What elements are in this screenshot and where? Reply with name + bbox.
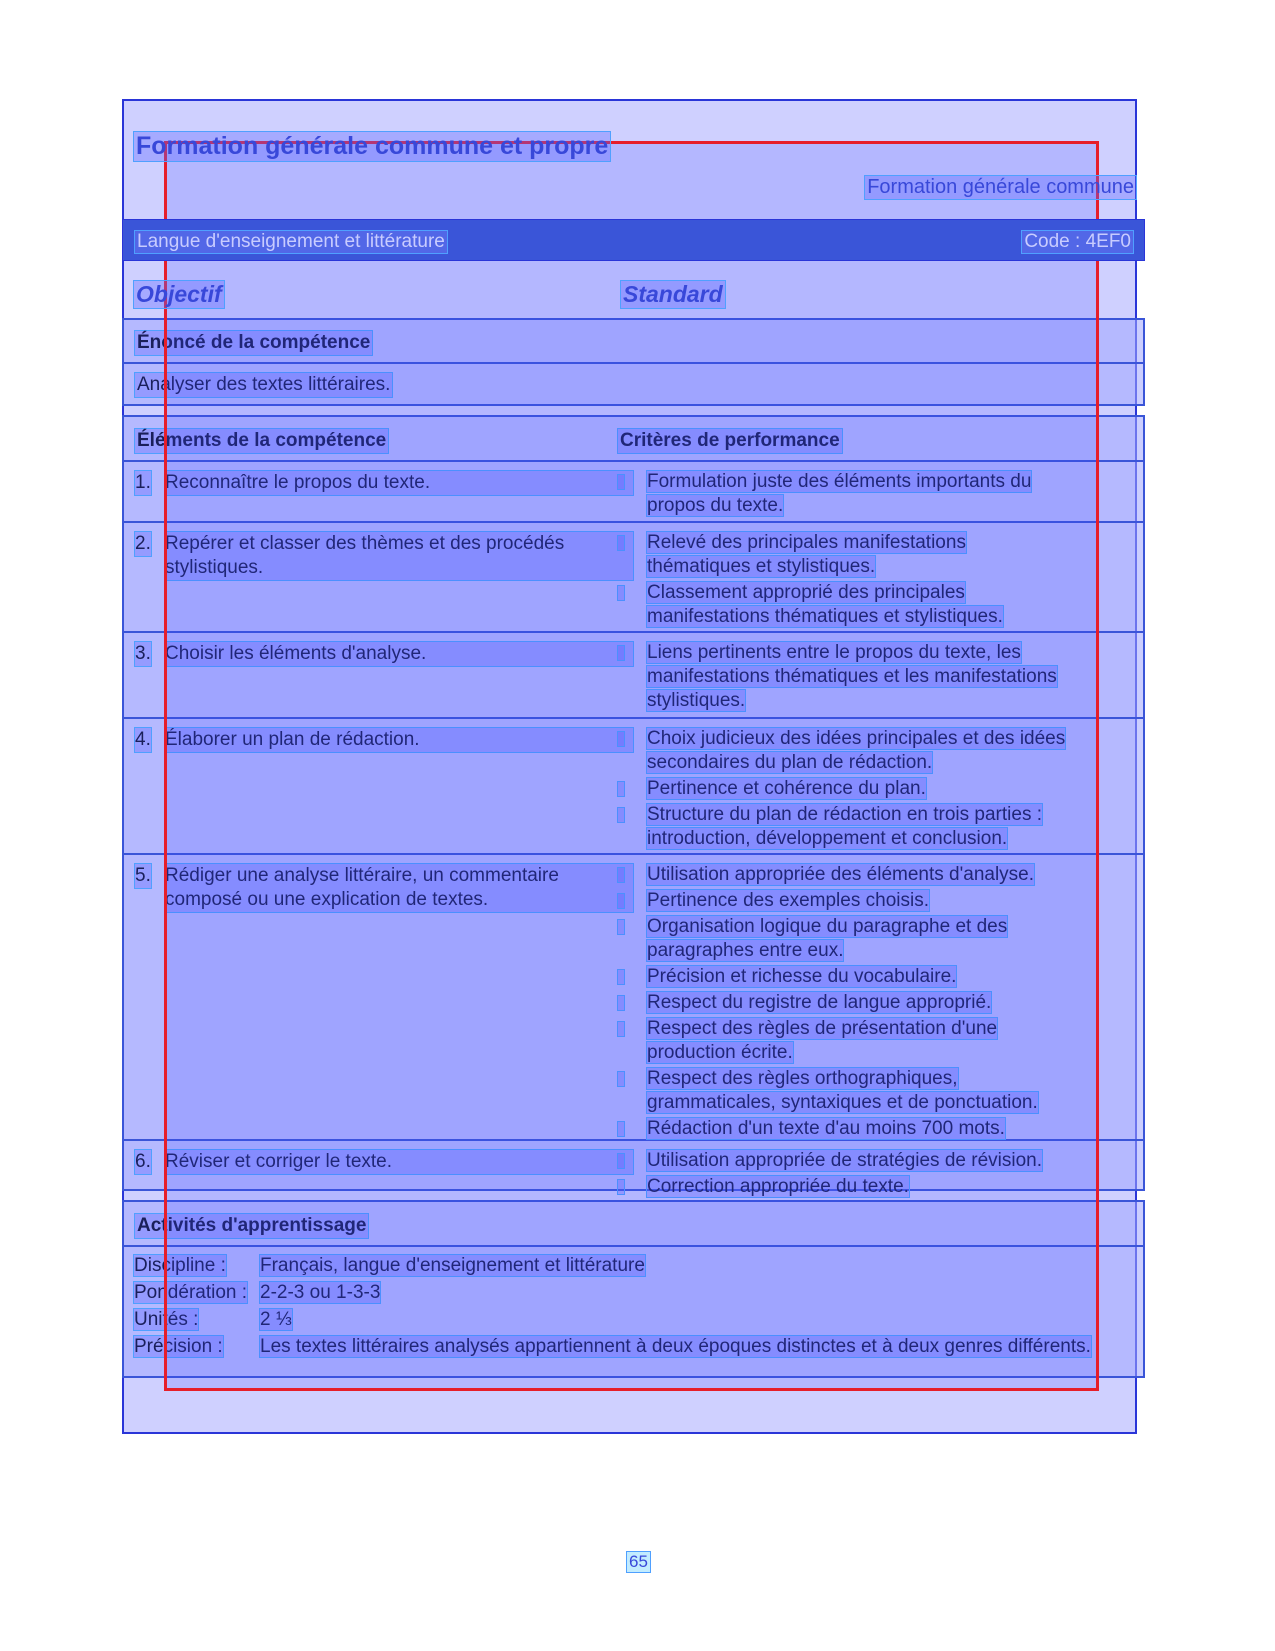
criterion-item: Liens pertinents entre le propos du texte, les manifestations thématiques et les manifestations stylistiques. (617, 641, 1067, 713)
bullet-icon (617, 731, 625, 747)
criterion-item: Pertinence des exemples choisis. (617, 889, 1067, 913)
criterion-item: Structure du plan de rédaction en trois parties : introduction, développement et conclusion. (617, 803, 1067, 851)
element-row-4 (124, 719, 1143, 855)
element-text: Élaborer un plan de rédaction. (164, 727, 634, 753)
element-number: 1. (134, 470, 152, 496)
criterion-item: Relevé des principales manifestations thématiques et stylistiques. (617, 531, 1067, 579)
bullet-icon (617, 645, 625, 661)
activity-key: Unités : (134, 1309, 199, 1330)
elements-box (122, 415, 1145, 1197)
criterion-item: Classement approprié des principales manifestations thématiques et stylistiques. (617, 581, 1067, 629)
activities-box (122, 1200, 1145, 1378)
element-row-5 (124, 855, 1143, 1141)
criteria-list (617, 727, 1067, 853)
criterion-item: Formulation juste des éléments importants du propos du texte. (617, 470, 1067, 518)
competence-text: Analyser des textes littéraires. (134, 372, 393, 398)
activity-value: Français, langue d'enseignement et littérature (260, 1255, 645, 1276)
bullet-icon (617, 919, 625, 935)
element-row-2 (124, 523, 1143, 633)
bullet-icon (617, 1121, 625, 1137)
elements-heading: Éléments de la compétence (134, 428, 389, 454)
criterion-item: Rédaction d'un texte d'au moins 700 mots. (617, 1117, 1067, 1141)
criteria-list (617, 470, 1067, 520)
page-number: 65 (626, 1551, 651, 1573)
activity-value: Les textes littéraires analysés appartiennent à deux époques distinctes et à deux genres différents. (260, 1336, 1091, 1357)
competence-text-row (124, 364, 1143, 404)
bullet-icon (617, 1153, 625, 1169)
element-number: 2. (134, 531, 152, 557)
activity-key: Discipline : (134, 1255, 226, 1276)
bullet-icon (617, 535, 625, 551)
activity-key: Précision : (134, 1336, 223, 1357)
bullet-icon (617, 807, 625, 823)
bullet-icon (617, 867, 625, 883)
criterion-item: Utilisation appropriée de stratégies de révision. (617, 1149, 1067, 1173)
page-subtitle: Formation générale commune (864, 175, 1137, 200)
criteria-list (617, 863, 1067, 1143)
element-text: Repérer et classer des thèmes et des procédés stylistiques. (164, 531, 634, 581)
activity-value: 2 ⅓ (260, 1309, 292, 1330)
activity-row (134, 1335, 1124, 1359)
bullet-icon (617, 1071, 625, 1087)
criterion-item: Respect des règles orthographiques, grammaticales, syntaxiques et de ponctuation. (617, 1067, 1067, 1115)
activity-row (134, 1281, 1124, 1305)
activities-heading: Activités d'apprentissage (134, 1213, 369, 1239)
course-bar (122, 219, 1145, 261)
criteria-list (617, 531, 1067, 631)
bullet-icon (617, 995, 625, 1011)
activities-heading-row (124, 1202, 1143, 1247)
element-number: 4. (134, 727, 152, 753)
criteria-list (617, 1149, 1067, 1201)
activity-key: Pondération : (134, 1282, 248, 1303)
criterion-item: Respect du registre de langue approprié. (617, 991, 1067, 1015)
criterion-item: Précision et richesse du vocabulaire. (617, 965, 1067, 989)
criteria-heading: Critères de performance (617, 428, 843, 454)
activity-row (134, 1254, 1124, 1278)
criterion-item: Choix judicieux des idées principales et des idées secondaires du plan de rédaction. (617, 727, 1067, 775)
standard-heading: Standard (620, 280, 726, 309)
bullet-icon (617, 781, 625, 797)
criterion-item: Pertinence et cohérence du plan. (617, 777, 1067, 801)
objective-heading: Objectif (133, 280, 225, 309)
element-number: 5. (134, 863, 152, 889)
criterion-item: Correction appropriée du texte. (617, 1175, 1067, 1199)
criterion-item: Respect des règles de présentation d'une production écrite. (617, 1017, 1067, 1065)
bullet-icon (617, 969, 625, 985)
element-row-3 (124, 633, 1143, 719)
element-number: 6. (134, 1149, 152, 1175)
bullet-icon (617, 585, 625, 601)
bullet-icon (617, 893, 625, 909)
element-number: 3. (134, 641, 152, 667)
criterion-item: Organisation logique du paragraphe et des paragraphes entre eux. (617, 915, 1067, 963)
bullet-icon (617, 1021, 625, 1037)
element-text: Réviser et corriger le texte. (164, 1149, 634, 1175)
bullet-icon (617, 1179, 625, 1195)
element-text: Reconnaître le propos du texte. (164, 470, 634, 496)
bullet-icon (617, 474, 625, 490)
activity-row (134, 1308, 1124, 1332)
course-name: Langue d'enseignement et littérature (134, 230, 448, 254)
element-row-6 (124, 1141, 1143, 1201)
competence-heading: Énoncé de la compétence (134, 330, 373, 356)
activity-value: 2-2-3 ou 1-3-3 (260, 1282, 381, 1303)
competence-heading-row (124, 320, 1143, 364)
page-title: Formation générale commune et propre (133, 131, 611, 162)
element-row-1 (124, 462, 1143, 523)
course-code: Code : 4EF0 (1021, 230, 1134, 254)
element-text: Choisir les éléments d'analyse. (164, 641, 634, 667)
element-text: Rédiger une analyse littéraire, un commentaire composé ou une explication de textes. (164, 863, 634, 913)
competence-box (122, 318, 1145, 406)
criteria-list (617, 641, 1067, 715)
elements-heading-row (124, 417, 1143, 462)
activities-table (134, 1254, 1124, 1362)
criterion-item: Utilisation appropriée des éléments d'analyse. (617, 863, 1067, 887)
